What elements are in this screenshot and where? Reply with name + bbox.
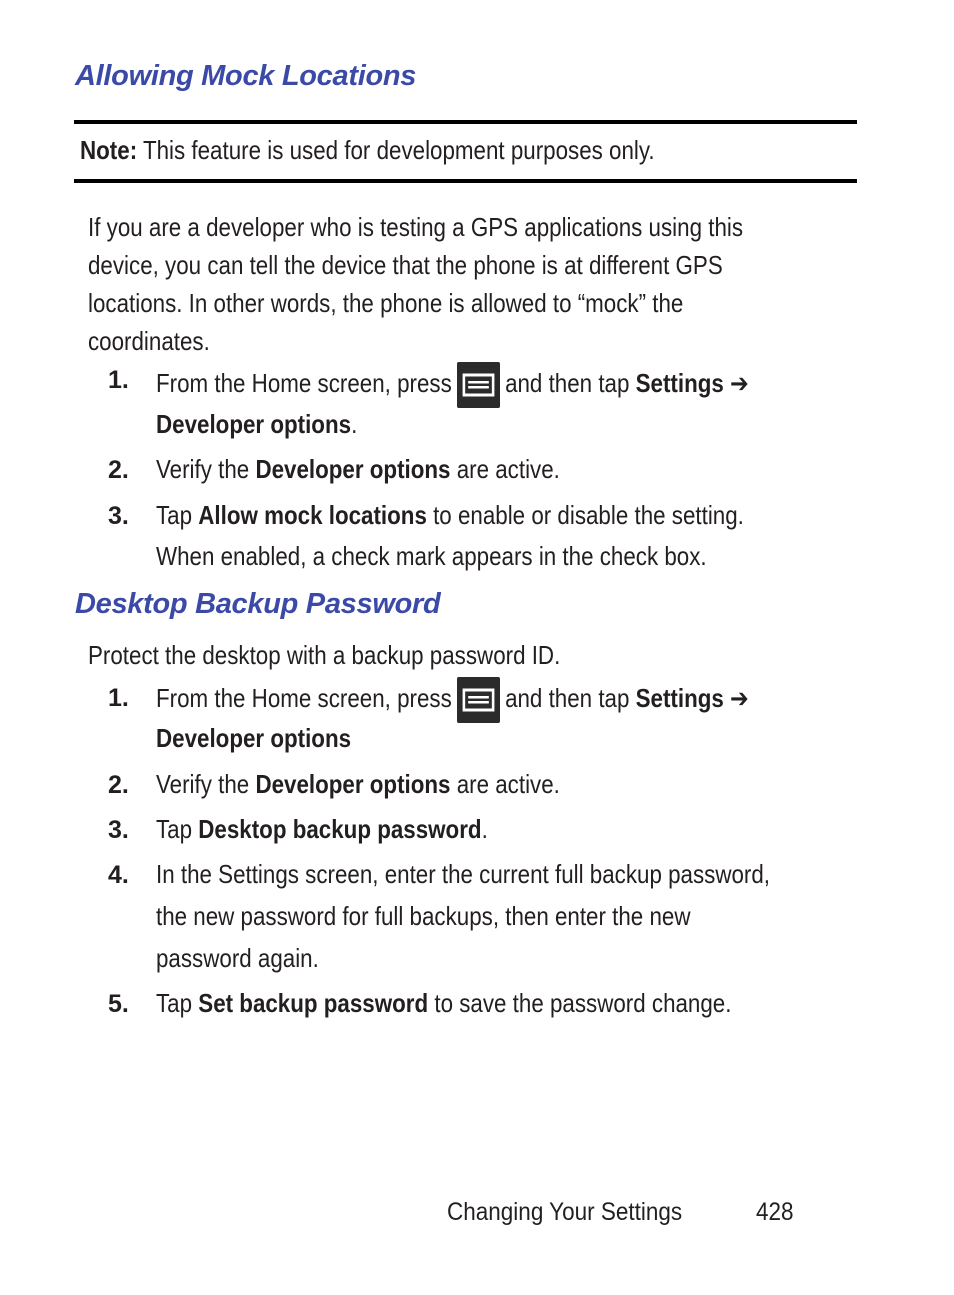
intro-line-1: If you are a developer who is testing a GPS applications using this	[88, 212, 744, 242]
settings-label: Settings ➔	[635, 368, 749, 398]
step-number: 1.	[108, 366, 129, 394]
s2-step-5-pre: Tap	[156, 988, 199, 1018]
step-3-line-2: When enabled, a check mark appears in the check box.	[156, 541, 707, 571]
note-bottom-rule	[74, 179, 857, 183]
s2-step-4-line-1: In the Settings screen, enter the current full backup password,	[156, 859, 770, 889]
s2-step-1-line-1	[156, 675, 749, 723]
section2-intro: Protect the desktop with a backup password ID.	[88, 640, 561, 670]
intro-line-3: locations. In other words, the phone is allowed to “mock” the	[88, 288, 684, 318]
step-number: 3.	[108, 502, 129, 530]
note-top-rule	[74, 120, 857, 124]
s2-step-2-line	[156, 765, 560, 803]
s2-step-3-line	[156, 810, 488, 848]
s2-step-2-post: are active.	[450, 769, 560, 799]
s2-step-2-pre: Verify the	[156, 769, 256, 799]
s2-step-3-pre: Tap	[156, 814, 199, 844]
section-title-mock-locations: Allowing Mock Locations	[75, 60, 417, 92]
menu-key-icon	[457, 362, 500, 408]
note-label: Note:	[80, 135, 138, 165]
s2-step-4-line-3: password again.	[156, 943, 319, 973]
intro-line-4: coordinates.	[88, 326, 210, 356]
intro-line-2: device, you can tell the device that the phone is at different GPS	[88, 250, 723, 280]
developer-options-label: Developer options	[156, 409, 352, 439]
step-1-text: From the Home screen, press	[156, 368, 452, 398]
footer-chapter: Changing Your Settings	[447, 1198, 683, 1226]
step-number: 2.	[108, 456, 129, 484]
step-2-pre: Verify the	[156, 454, 256, 484]
note	[80, 131, 655, 169]
s2-step-1-line-2	[156, 719, 351, 757]
step-3-line-1	[156, 496, 744, 534]
s2-step-4-line-2: the new password for full backups, then enter the new	[156, 901, 691, 931]
step-1-end: .	[351, 409, 358, 439]
note-text: This feature is used for development purposes only.	[137, 135, 655, 165]
step-3-bold: Allow mock locations	[198, 500, 427, 530]
s2-step-5-post: to save the password change.	[428, 988, 732, 1018]
step-1-line-2	[156, 405, 357, 443]
developer-options-label: Developer options	[156, 723, 352, 753]
menu-key-icon	[457, 677, 500, 723]
step-number: 5.	[108, 990, 129, 1018]
s2-step-3-post: .	[481, 814, 488, 844]
step-3-pre: Tap	[156, 500, 199, 530]
section-title-desktop-backup: Desktop Backup Password	[75, 588, 441, 620]
step-number: 3.	[108, 816, 129, 844]
step-number: 2.	[108, 771, 129, 799]
s2-step-5-line	[156, 984, 731, 1022]
settings-label: Settings ➔	[635, 683, 749, 713]
step-2-line	[156, 450, 560, 488]
s2-step-3-bold: Desktop backup password	[198, 814, 482, 844]
s2-step-1-text: From the Home screen, press	[156, 683, 452, 713]
s2-step-5-bold: Set backup password	[198, 988, 429, 1018]
step-number: 1.	[108, 684, 129, 712]
step-2-post: are active.	[450, 454, 560, 484]
footer-page-number: 428	[756, 1198, 794, 1226]
step-3-post: to enable or disable the setting.	[426, 500, 744, 530]
s2-step-1-mid: and then tap	[505, 683, 636, 713]
step-1-line-1	[156, 360, 749, 408]
step-number: 4.	[108, 861, 129, 889]
step-2-bold: Developer options	[255, 454, 451, 484]
step-1-mid: and then tap	[505, 368, 636, 398]
s2-step-2-bold: Developer options	[255, 769, 451, 799]
